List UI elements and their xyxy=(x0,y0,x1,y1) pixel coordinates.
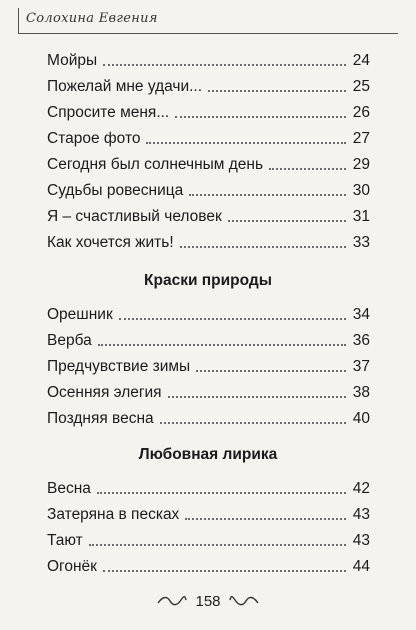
toc-entry xyxy=(47,150,370,174)
dot-leader xyxy=(189,194,346,196)
dot-leader xyxy=(97,492,346,494)
toc-entry-page: 33 xyxy=(352,234,370,251)
toc-entry-title: Спросите меня... xyxy=(47,104,170,121)
toc-entry-title: Я – счастливый человек xyxy=(47,208,222,225)
toc-entry xyxy=(47,46,370,70)
toc-entry-title: Пожелай мне удачи... xyxy=(47,78,203,95)
toc-entry-title: Поздняя весна xyxy=(47,410,154,427)
toc-entry-title: Как хочется жить! xyxy=(47,234,174,251)
toc-entry-page: 44 xyxy=(352,558,370,575)
section-heading: Краски природы xyxy=(144,272,272,289)
toc-entry-title: Огонёк xyxy=(47,558,97,575)
toc-entry xyxy=(47,526,370,550)
toc-entry xyxy=(47,98,370,122)
toc-entry xyxy=(47,552,370,576)
toc-entry xyxy=(47,124,370,148)
dot-leader xyxy=(146,142,346,144)
toc-entry-title: Сегодня был солнечным день xyxy=(47,156,264,173)
toc-entry-page: 34 xyxy=(352,306,370,323)
toc-entry-title: Затеряна в песках xyxy=(47,506,180,523)
toc-entry xyxy=(47,378,370,402)
toc-entry-page: 30 xyxy=(352,182,370,199)
toc-entry-page: 42 xyxy=(352,480,370,497)
dot-leader xyxy=(103,570,346,572)
dot-leader xyxy=(208,90,346,92)
toc-entry-page: 31 xyxy=(352,208,370,225)
toc-entry-page: 25 xyxy=(352,78,370,95)
dot-leader xyxy=(196,370,346,372)
toc-entry-page: 26 xyxy=(352,104,370,121)
toc-entry xyxy=(47,72,370,96)
dot-leader xyxy=(228,220,346,222)
toc-entry-title: Верба xyxy=(47,332,92,349)
toc-entry-page: 43 xyxy=(352,532,370,549)
toc-entry-title: Предчувствие зимы xyxy=(47,358,191,375)
toc-entry xyxy=(47,228,370,252)
toc-entry xyxy=(47,176,370,200)
toc-entry-page: 43 xyxy=(352,506,370,523)
dot-leader xyxy=(89,544,346,546)
toc-entry-title: Судьбы ровесница xyxy=(47,182,184,199)
section-heading: Любовная лирика xyxy=(138,446,278,463)
toc-entry-page: 29 xyxy=(352,156,370,173)
dot-leader xyxy=(160,422,346,424)
toc-entry xyxy=(47,474,370,498)
page-footer xyxy=(0,590,416,612)
page-number: 158 xyxy=(195,592,221,610)
toc-entry-title: Мойры xyxy=(47,52,98,69)
dot-leader xyxy=(185,518,346,520)
toc-entry-page: 40 xyxy=(352,410,370,427)
toc-entry-page: 38 xyxy=(352,384,370,401)
swash-ornament-icon xyxy=(157,594,187,608)
toc-entry-title: Орешник xyxy=(47,306,113,323)
toc-entry xyxy=(47,500,370,524)
toc-entry-page: 37 xyxy=(352,358,370,375)
running-title: Солохина Евгения xyxy=(26,11,158,26)
dot-leader xyxy=(175,116,346,118)
swash-ornament-icon xyxy=(229,594,259,608)
toc-entry-title: Старое фото xyxy=(47,130,141,147)
dot-leader xyxy=(98,344,346,346)
toc-entry-page: 36 xyxy=(352,332,370,349)
toc-entry-title: Весна xyxy=(47,480,91,497)
dot-leader xyxy=(269,168,346,170)
toc-entry xyxy=(47,202,370,226)
toc-entry xyxy=(47,326,370,350)
toc-entry xyxy=(47,352,370,376)
header-rule xyxy=(18,33,398,34)
toc-entry-page: 27 xyxy=(352,130,370,147)
toc-entry-title: Осенняя элегия xyxy=(47,384,162,401)
header-rule-left xyxy=(18,8,19,34)
toc-entry xyxy=(47,404,370,428)
dot-leader xyxy=(180,246,346,248)
toc-entry xyxy=(47,300,370,324)
dot-leader xyxy=(103,64,346,66)
toc-entry-page: 24 xyxy=(352,52,370,69)
toc-entry-title: Тают xyxy=(47,532,83,549)
dot-leader xyxy=(119,318,346,320)
dot-leader xyxy=(168,396,346,398)
running-header xyxy=(18,8,398,34)
